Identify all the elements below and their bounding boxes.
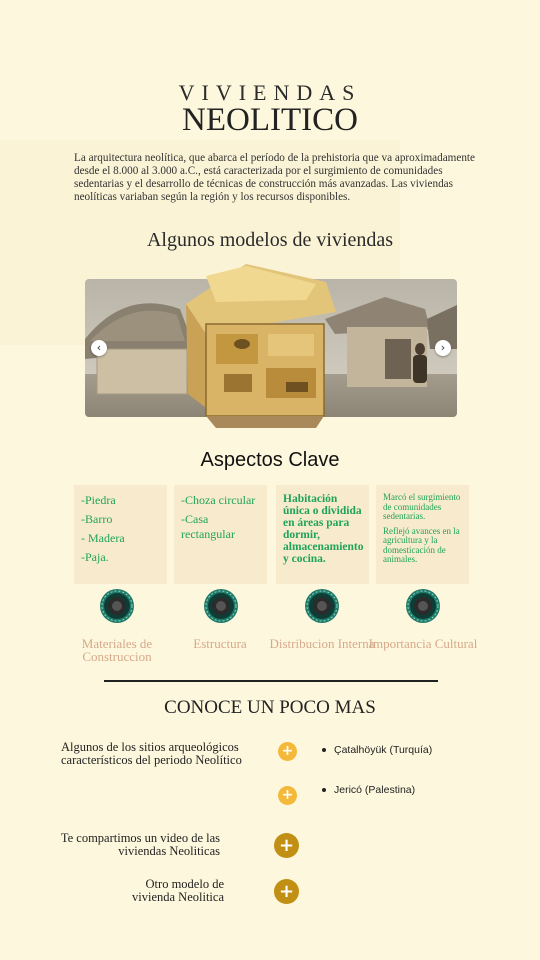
gallery-next-button[interactable]: ›	[435, 340, 451, 356]
caption-distribution: Distribucion Interna	[269, 636, 375, 651]
card-line: Habitación única o dividida en áreas para dormir, almacenamiento y cocina.	[283, 493, 364, 565]
video-description: Te compartimos un video de las viviendas Neoliticas	[60, 831, 220, 858]
open-video-button[interactable]: +	[274, 833, 299, 858]
card-line: -Barro	[81, 512, 113, 526]
intro-paragraph: La arquitectura neolítica, que abarca el período de la prehistoria que va aproximadamente desde el 8.000 al 3.000 a.C., está caracterizada por el surgimiento de comunidades sedentarias y el desarrollo de técnicas de construcción más avanzadas. Las viviendas neolíticas variaban según la región y los recursos disponibles.	[74, 152, 476, 203]
stone-ring-icon	[99, 588, 135, 624]
card-line: Marcó el surgimiento de comunidades sedentarias.	[383, 492, 461, 521]
stone-ring-icon	[405, 588, 441, 624]
open-other-model-button[interactable]: +	[274, 879, 299, 904]
more-heading: CONOCE UN POCO MAS	[164, 697, 376, 718]
stone-ring-icon	[203, 588, 239, 624]
site-item	[322, 784, 415, 796]
aspect-card-distribution	[276, 485, 369, 584]
page-kicker: VIVIENDAS	[178, 80, 362, 105]
card-line: -Paja.	[81, 550, 109, 564]
stone-ring-icon	[304, 588, 340, 624]
site-label: Çatalhöyük (Turquía)	[334, 744, 433, 756]
aspect-card-structure	[174, 485, 267, 584]
card-line: - Madera	[81, 531, 125, 545]
card-line: -Casa rectangular	[181, 512, 235, 541]
card-line: Reflejó avances en la agricultura y la domesticación de animales.	[383, 525, 460, 564]
page-title: NEOLITICO	[182, 102, 358, 138]
expand-site-1-button[interactable]: +	[278, 742, 297, 761]
card-line: -Choza circular	[181, 493, 256, 507]
caption-materials: Materiales de Construccion	[81, 636, 153, 664]
house-cutaway-illustration	[176, 264, 338, 432]
site-label: Jericó (Palestina)	[334, 784, 416, 796]
caption-structure: Estructura	[193, 636, 247, 651]
bullet-icon	[322, 748, 326, 752]
aspect-card-materials	[74, 485, 167, 584]
bullet-icon	[322, 788, 326, 792]
gallery-prev-button[interactable]: ‹	[91, 340, 107, 356]
aspects-heading: Aspectos Clave	[200, 449, 340, 471]
card-line: -Piedra	[81, 493, 116, 507]
section-divider	[104, 680, 438, 682]
other-model-description: Otro modelo de vivienda Neolitica	[132, 877, 224, 904]
aspect-card-importance	[376, 485, 469, 584]
sites-description: Algunos de los sitios arqueológicos característicos del periodo Neolítico	[61, 740, 242, 767]
caption-importance: Importancia Cultural	[368, 636, 478, 651]
models-heading: Algunos modelos de viviendas	[146, 229, 394, 251]
expand-site-2-button[interactable]: +	[278, 786, 297, 805]
site-item	[322, 744, 432, 756]
cutaway-house-icon	[176, 264, 338, 432]
